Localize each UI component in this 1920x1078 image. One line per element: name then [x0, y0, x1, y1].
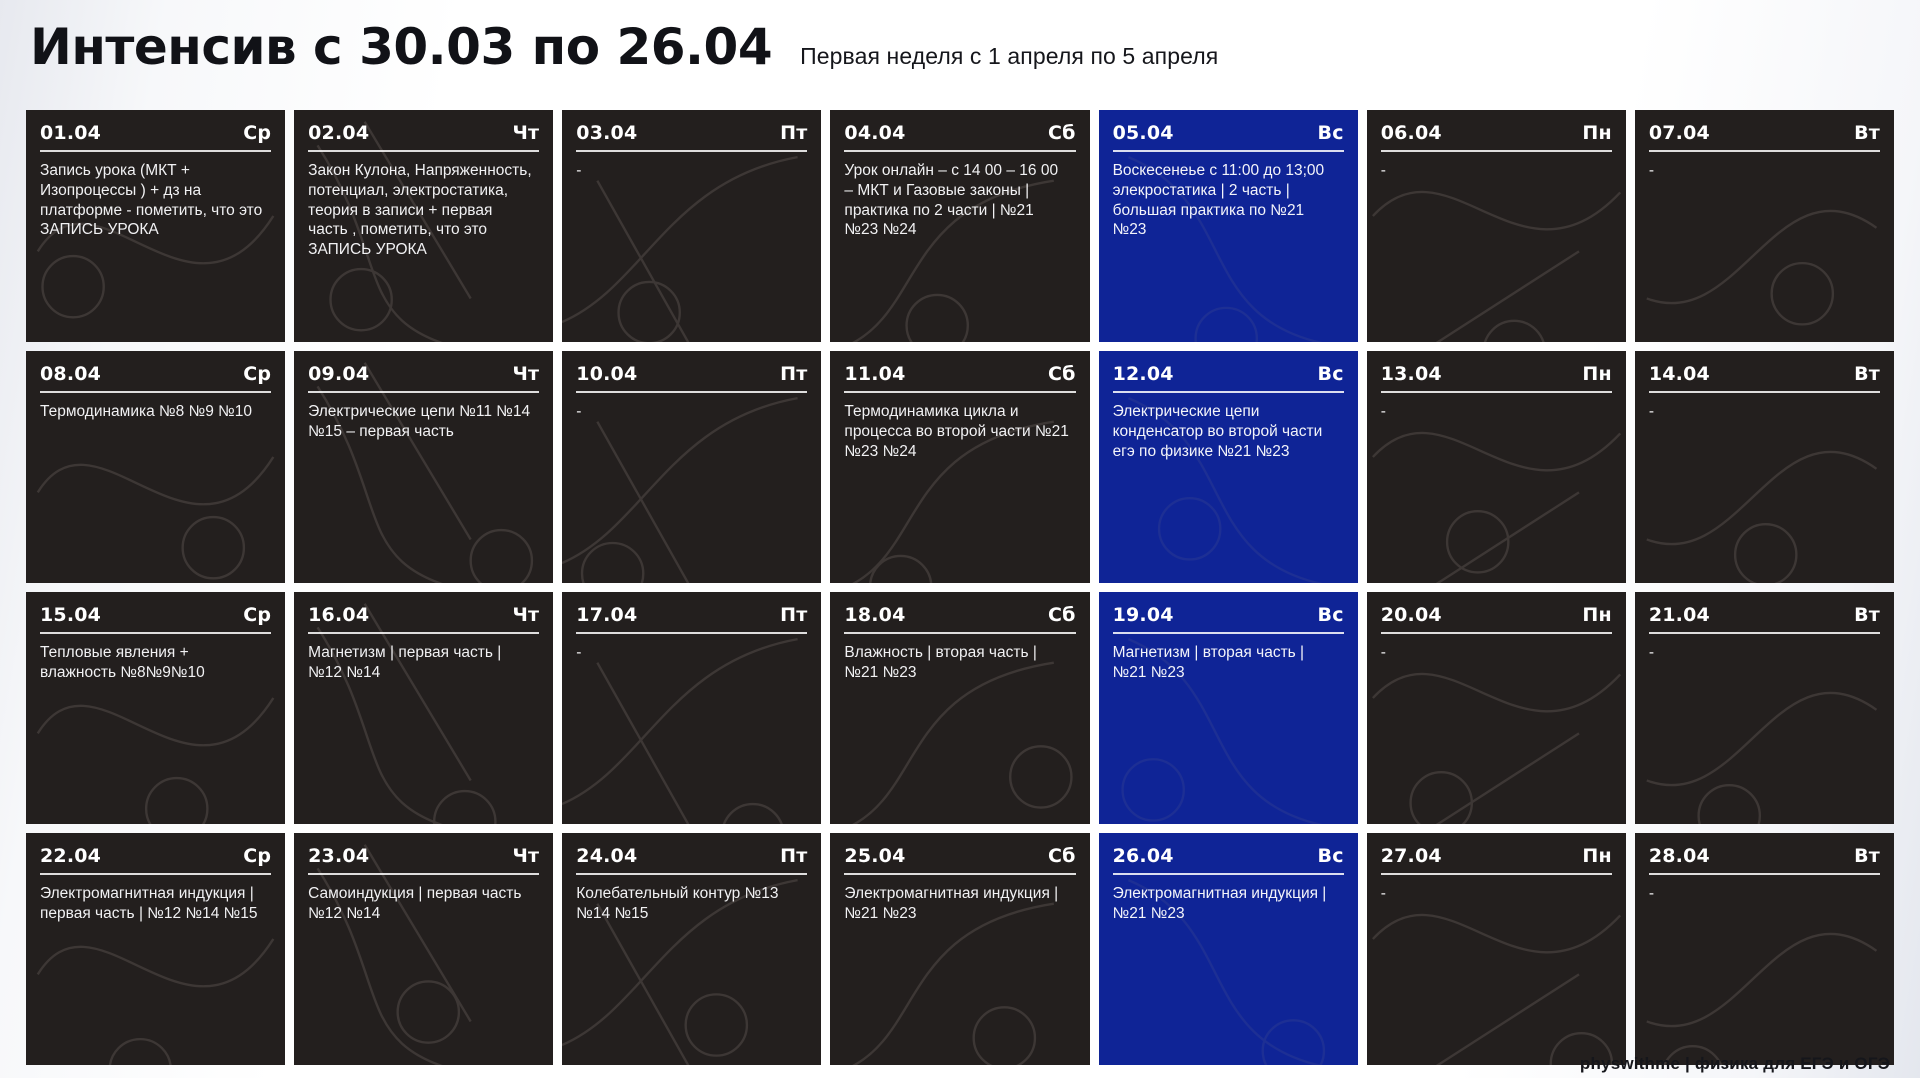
day-weekday: Вт	[1854, 363, 1880, 385]
calendar-day-cell[interactable]	[1367, 592, 1626, 824]
day-date: 02.04	[308, 122, 370, 144]
calendar-day-cell[interactable]	[294, 592, 553, 824]
day-date: 08.04	[40, 363, 102, 385]
day-date: 10.04	[576, 363, 638, 385]
day-description: -	[1648, 403, 1655, 420]
day-weekday: Вт	[1854, 845, 1880, 867]
day-header	[576, 363, 807, 393]
day-header	[40, 122, 271, 152]
day-date: 03.04	[576, 122, 638, 144]
page-subtitle: Первая неделя с 1 апреля по 5 апреля	[800, 43, 1219, 69]
day-header	[40, 604, 271, 634]
day-weekday: Пн	[1582, 845, 1612, 867]
day-weekday: Пн	[1582, 604, 1612, 626]
day-description: Электрические цепи конденсатор во второй части егэ по физике №21 №23	[1112, 403, 1323, 460]
calendar-day-cell[interactable]	[1099, 833, 1358, 1065]
brand-footer: physwithme | физика для ЕГЭ и ОГЭ	[1579, 1054, 1890, 1073]
day-description: Колебательный контур №13 №14 №15	[576, 885, 779, 922]
day-weekday: Ср	[243, 604, 272, 626]
day-date: 11.04	[844, 363, 906, 385]
day-header	[40, 845, 271, 875]
day-date: 20.04	[1380, 604, 1442, 626]
day-weekday: Вс	[1317, 363, 1344, 385]
day-description: Урок онлайн – с 14 00 – 16 00 – МКТ и Газовые законы | практика по 2 части | №21 №23 №24	[844, 162, 1059, 239]
day-header	[1649, 363, 1880, 393]
day-header	[308, 122, 539, 152]
day-date: 16.04	[308, 604, 370, 626]
day-weekday: Пт	[780, 122, 808, 144]
day-weekday: Ср	[243, 845, 272, 867]
calendar-day-cell[interactable]	[830, 592, 1089, 824]
day-description: Закон Кулона, Напряженность, потенциал, электростатика, теория в записи + первая часть , пометить, что это ЗАПИСЬ УРОКА	[308, 162, 532, 259]
day-header	[1649, 845, 1880, 875]
day-header	[308, 845, 539, 875]
calendar-day-cell[interactable]	[1635, 592, 1894, 824]
calendar-day-cell[interactable]	[26, 833, 285, 1065]
day-date: 01.04	[40, 122, 102, 144]
day-weekday: Вс	[1317, 604, 1344, 626]
day-weekday: Ср	[243, 122, 272, 144]
day-weekday: Пт	[780, 845, 808, 867]
day-header	[1113, 122, 1344, 152]
calendar-day-cell[interactable]	[1367, 110, 1626, 342]
day-description: Электромагнитная индукция | первая часть | №12 №14 №15	[40, 885, 258, 922]
day-description: Магнетизм | первая часть | №12 №14	[308, 644, 502, 681]
day-description: -	[1648, 885, 1655, 902]
day-description: -	[1648, 162, 1655, 179]
calendar-day-cell[interactable]	[562, 592, 821, 824]
day-date: 26.04	[1112, 845, 1174, 867]
calendar-day-cell[interactable]	[294, 110, 553, 342]
calendar-day-cell[interactable]	[830, 833, 1089, 1065]
calendar-grid	[26, 110, 1894, 1065]
day-date: 15.04	[40, 604, 102, 626]
day-date: 09.04	[308, 363, 370, 385]
day-description: -	[576, 644, 582, 661]
day-header	[844, 363, 1075, 393]
day-header	[40, 363, 271, 393]
day-weekday: Пт	[780, 363, 808, 385]
calendar-day-cell[interactable]	[562, 833, 821, 1065]
day-description: Влажность | вторая часть | №21 №23	[844, 644, 1037, 681]
day-header	[576, 122, 807, 152]
calendar-day-cell[interactable]	[294, 351, 553, 583]
day-description: Воскесенеье с 11:00 до 13;00 элекростатика | 2 часть | большая практика по №21 №23	[1112, 162, 1325, 239]
day-date: 14.04	[1648, 363, 1710, 385]
day-header	[308, 604, 539, 634]
day-weekday: Чт	[512, 122, 540, 144]
day-weekday: Вт	[1854, 604, 1880, 626]
day-date: 04.04	[844, 122, 906, 144]
day-date: 25.04	[844, 845, 906, 867]
calendar-day-cell[interactable]	[26, 351, 285, 583]
day-header	[844, 845, 1075, 875]
day-description: -	[576, 403, 582, 420]
day-description: Электромагнитная индукция | №21 №23	[1112, 885, 1327, 922]
calendar-day-cell[interactable]	[1099, 351, 1358, 583]
day-weekday: Пн	[1582, 122, 1612, 144]
calendar-day-cell[interactable]	[1635, 351, 1894, 583]
day-description: -	[1648, 644, 1655, 661]
calendar-day-cell[interactable]	[562, 110, 821, 342]
day-weekday: Сб	[1047, 122, 1076, 144]
day-header	[1113, 363, 1344, 393]
day-description: -	[1380, 162, 1386, 179]
day-date: 12.04	[1112, 363, 1174, 385]
day-header	[1113, 845, 1344, 875]
calendar-day-cell[interactable]	[1635, 833, 1894, 1065]
calendar-day-cell[interactable]	[26, 592, 285, 824]
day-date: 24.04	[576, 845, 638, 867]
day-weekday: Ср	[243, 363, 272, 385]
day-date: 22.04	[40, 845, 102, 867]
day-weekday: Пт	[780, 604, 808, 626]
calendar-day-cell[interactable]	[1099, 110, 1358, 342]
calendar-day-cell[interactable]	[294, 833, 553, 1065]
day-weekday: Чт	[512, 363, 540, 385]
day-weekday: Сб	[1047, 845, 1076, 867]
day-description: -	[1380, 885, 1386, 902]
day-date: 21.04	[1648, 604, 1710, 626]
day-date: 19.04	[1112, 604, 1174, 626]
day-description: Запись урока (МКТ + Изопроцессы ) + дз на платформе - пометить, что это ЗАПИСЬ УРОКА	[40, 162, 263, 239]
day-description: Самоиндукция | первая часть №12 №14	[308, 885, 522, 922]
day-weekday: Вс	[1317, 122, 1344, 144]
day-weekday: Сб	[1047, 604, 1076, 626]
calendar-day-cell[interactable]	[1367, 351, 1626, 583]
day-header	[1649, 122, 1880, 152]
day-date: 23.04	[308, 845, 370, 867]
day-header	[1649, 604, 1880, 634]
calendar-day-cell[interactable]	[562, 351, 821, 583]
day-header	[1381, 363, 1612, 393]
day-header	[576, 604, 807, 634]
day-description: Магнетизм | вторая часть | №21 №23	[1112, 644, 1305, 681]
day-description: Тепловые явления + влажность №8№9№10	[40, 644, 205, 681]
day-weekday: Сб	[1047, 363, 1076, 385]
day-header	[576, 845, 807, 875]
day-description: Электрические цепи №11 №14 №15 – первая часть	[308, 403, 531, 440]
calendar-day-cell[interactable]	[830, 110, 1089, 342]
day-header	[308, 363, 539, 393]
day-date: 17.04	[576, 604, 638, 626]
day-date: 18.04	[844, 604, 906, 626]
day-description: -	[576, 162, 582, 179]
day-date: 07.04	[1648, 122, 1710, 144]
day-description: -	[1380, 403, 1386, 420]
day-weekday: Вс	[1317, 845, 1344, 867]
day-date: 05.04	[1112, 122, 1174, 144]
day-description: -	[1380, 644, 1386, 661]
calendar-day-cell[interactable]	[1635, 110, 1894, 342]
day-header	[1381, 122, 1612, 152]
calendar-day-cell[interactable]	[26, 110, 285, 342]
calendar-day-cell[interactable]	[1099, 592, 1358, 824]
day-weekday: Вт	[1854, 122, 1880, 144]
day-header	[844, 604, 1075, 634]
day-weekday: Пн	[1582, 363, 1612, 385]
day-header	[844, 122, 1075, 152]
page-title: Интенсив с 30.03 по 26.04	[30, 18, 773, 76]
calendar-day-cell[interactable]	[830, 351, 1089, 583]
day-header	[1381, 604, 1612, 634]
page-header	[26, 18, 1894, 104]
day-date: 06.04	[1380, 122, 1442, 144]
day-date: 13.04	[1380, 363, 1442, 385]
day-description: Электромагнитная индукция | №21 №23	[844, 885, 1059, 922]
day-date: 27.04	[1380, 845, 1442, 867]
calendar-day-cell[interactable]	[1367, 833, 1626, 1065]
day-description: Термодинамика цикла и процесса во второй части №21 №23 №24	[844, 403, 1069, 460]
day-weekday: Чт	[512, 845, 540, 867]
day-date: 28.04	[1648, 845, 1710, 867]
day-weekday: Чт	[512, 604, 540, 626]
day-description: Термодинамика №8 №9 №10	[40, 403, 252, 420]
day-header	[1381, 845, 1612, 875]
day-header	[1113, 604, 1344, 634]
